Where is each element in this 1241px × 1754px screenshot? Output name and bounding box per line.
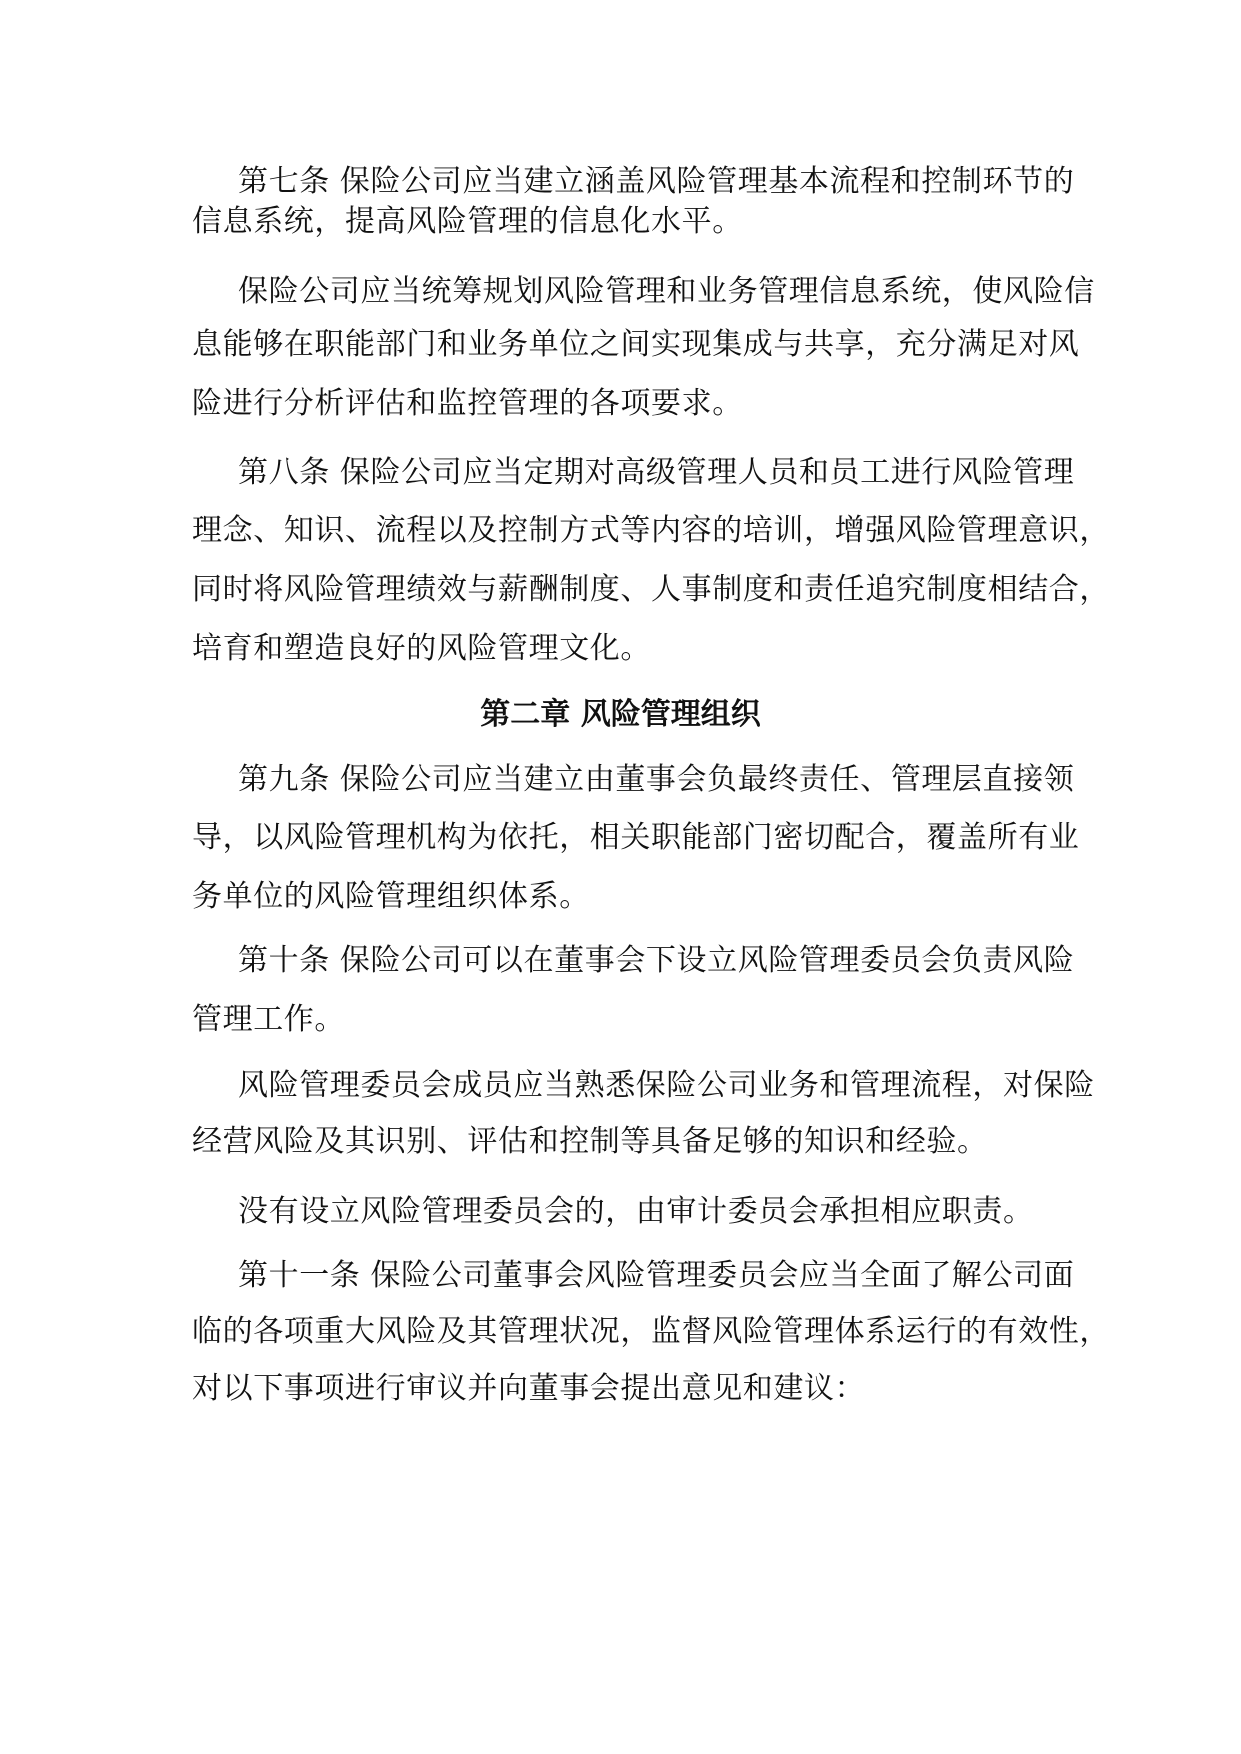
article-8-line-1: 第八条 保险公司应当定期对高级管理人员和员工进行风险管理 xyxy=(238,455,1075,490)
article-7-line-1: 第七条 保险公司应当建立涵盖风险管理基本流程和控制环节的 xyxy=(238,164,1075,199)
article-7-para2-line-1: 保险公司应当统筹规划风险管理和业务管理信息系统，使风险信 xyxy=(238,274,1095,309)
article-8-line-2: 理念、知识、流程以及控制方式等内容的培训，增强风险管理意识， xyxy=(192,513,1110,548)
article-11-line-1: 第十一条 保险公司董事会风险管理委员会应当全面了解公司面 xyxy=(238,1258,1075,1293)
article-8-line-4: 培育和塑造良好的风险管理文化。 xyxy=(192,631,651,666)
article-7-para2-line-2: 息能够在职能部门和业务单位之间实现集成与共享，充分满足对风 xyxy=(192,327,1080,362)
article-7-para2-line-3: 险进行分析评估和监控管理的各项要求。 xyxy=(192,386,743,421)
article-11-line-3: 对以下事项进行审议并向董事会提出意见和建议： xyxy=(192,1371,866,1406)
article-7-line-2: 信息系统，提高风险管理的信息化水平。 xyxy=(192,204,743,239)
article-8-line-3: 同时将风险管理绩效与薪酬制度、人事制度和责任追究制度相结合， xyxy=(192,572,1110,607)
article-9-line-3: 务单位的风险管理组织体系。 xyxy=(192,879,590,914)
article-11-line-2: 临的各项重大风险及其管理状况，监督风险管理体系运行的有效性， xyxy=(192,1314,1110,1349)
article-9-line-1: 第九条 保险公司应当建立由董事会负最终责任、管理层直接领 xyxy=(238,762,1075,797)
article-10-para2-line-1: 风险管理委员会成员应当熟悉保险公司业务和管理流程，对保险 xyxy=(238,1068,1095,1103)
article-10-line-2: 管理工作。 xyxy=(192,1002,345,1037)
article-9-line-2: 导，以风险管理机构为依托，相关职能部门密切配合，覆盖所有业 xyxy=(192,820,1080,855)
article-10-line-1: 第十条 保险公司可以在董事会下设立风险管理委员会负责风险 xyxy=(238,943,1075,978)
chapter-heading: 第二章 风险管理组织 xyxy=(480,697,761,732)
article-10-para3-line-1: 没有设立风险管理委员会的，由审计委员会承担相应职责。 xyxy=(238,1194,1034,1229)
article-10-para2-line-2: 经营风险及其识别、评估和控制等具备足够的知识和经验。 xyxy=(192,1124,988,1159)
